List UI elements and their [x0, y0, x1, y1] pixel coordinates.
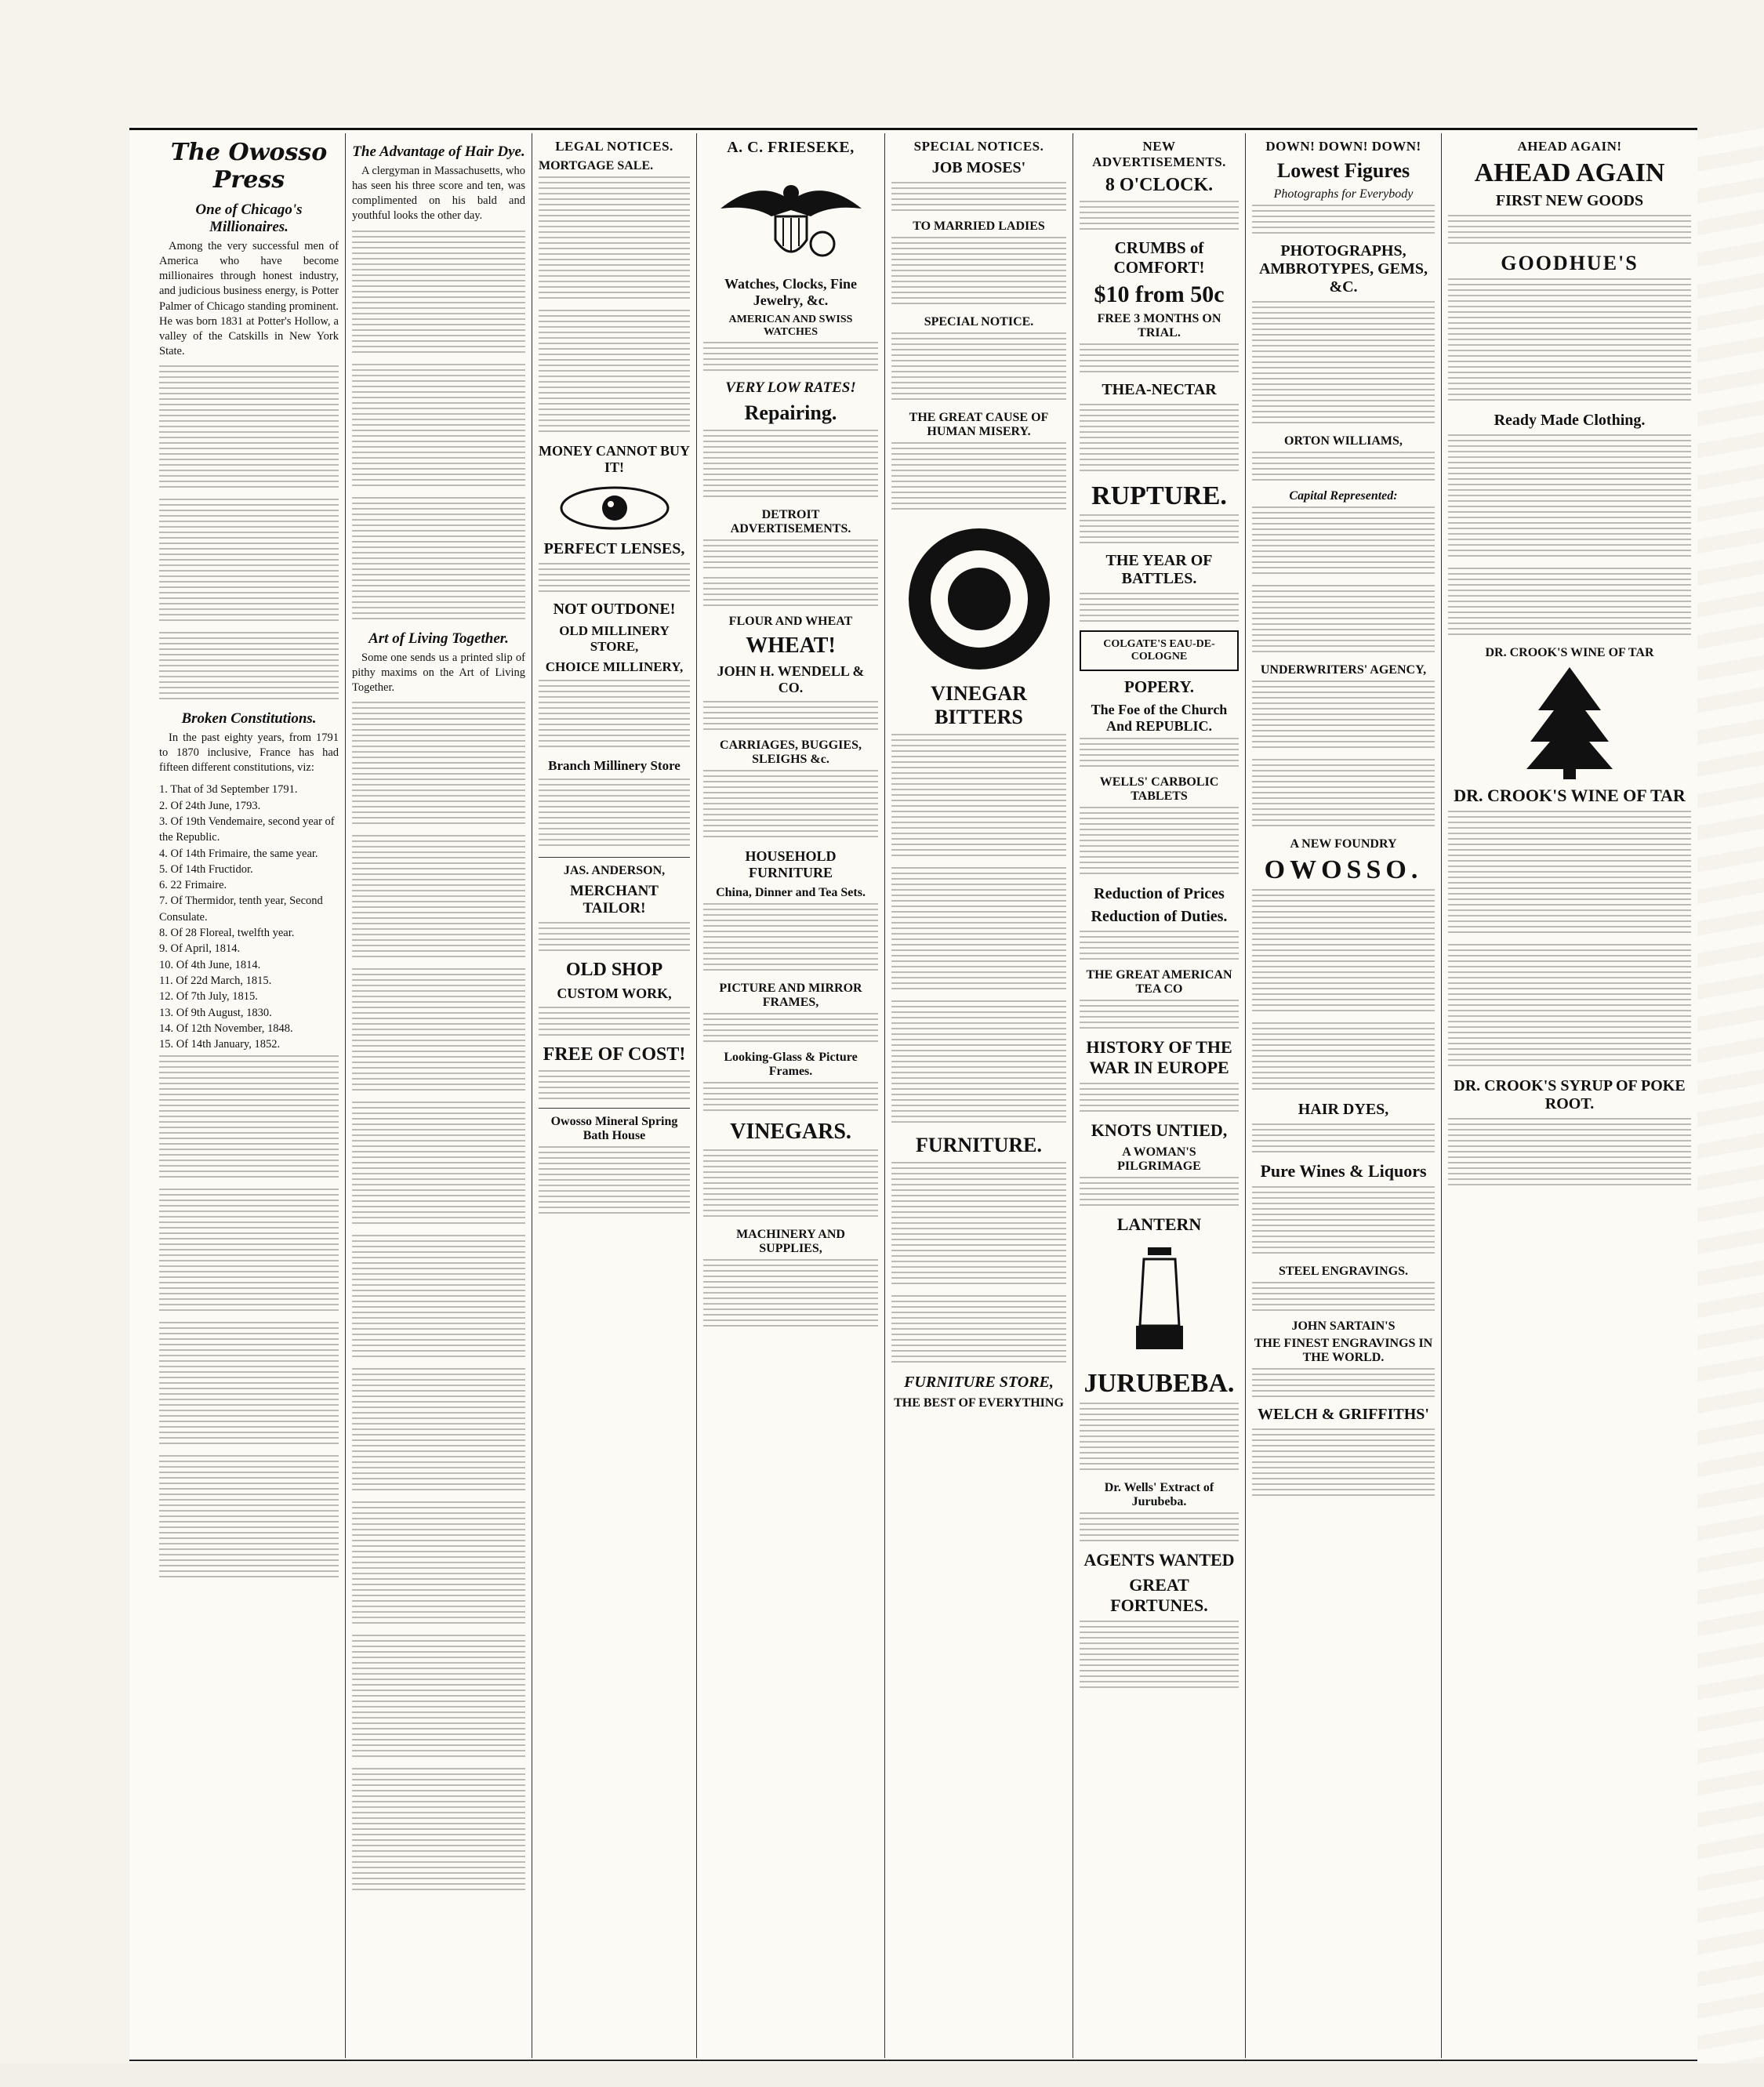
text-block: [1252, 1282, 1435, 1312]
text-block: [703, 770, 878, 840]
text-block: [159, 365, 339, 491]
text-block: [352, 497, 525, 622]
list-item: 5. Of 14th Fructidor.: [159, 862, 253, 876]
lantern-icon: [1128, 1239, 1191, 1365]
text-block: [1448, 215, 1691, 245]
ad-heading: NOT OUTDONE!: [553, 601, 676, 618]
text-block: [891, 867, 1066, 993]
ad-heading: JOHN H. WENDELL & CO.: [717, 663, 865, 695]
ad-heading: Reduction of Duties.: [1091, 908, 1228, 926]
ad-heading: AHEAD AGAIN: [1474, 158, 1665, 187]
text-block: [891, 182, 1066, 212]
ad-heading: Owosso Mineral Spring Bath House: [550, 1115, 678, 1142]
text-block: [352, 1368, 525, 1494]
ad-heading: 8 O'CLOCK.: [1105, 175, 1214, 195]
column-4: [697, 137, 884, 2050]
ad-heading: UNDERWRITERS' AGENCY,: [1260, 663, 1427, 677]
headline: Art of Living Together.: [368, 630, 509, 647]
ad-heading: LANTERN: [1116, 1214, 1202, 1235]
text-block: [1080, 404, 1239, 474]
page-margin: [0, 2063, 1764, 2087]
text-block: [891, 237, 1066, 307]
divider: [539, 1108, 690, 1109]
list-item: 7. Of Thermidor, tenth year, Second Consulate.: [159, 895, 323, 924]
list-item: 10. Of 4th June, 1814.: [159, 958, 261, 971]
ad-heading: Pure Wines & Liquors: [1260, 1160, 1427, 1181]
ad-heading: STEEL ENGRAVINGS.: [1278, 1264, 1409, 1278]
ad-heading: COLGATE'S EAU-DE-COLOGNE: [1080, 630, 1239, 671]
text-block: [1080, 343, 1239, 373]
ad-heading: FREE 3 MONTHS ON TRIAL.: [1097, 311, 1221, 339]
ad-heading: FLOUR AND WHEAT: [728, 615, 853, 628]
text-block: [352, 1768, 525, 1893]
ad-heading: VINEGAR BITTERS: [931, 682, 1027, 728]
text-block: [1080, 1621, 1239, 1691]
text-block: [1080, 1000, 1239, 1029]
ad-heading: MACHINERY AND SUPPLIES,: [736, 1228, 845, 1255]
column-8: [1442, 137, 1697, 2050]
list-item: 4. Of 14th Frimaire, the same year.: [159, 847, 318, 860]
ad-heading: JURUBEBA.: [1083, 1369, 1235, 1399]
text-block: [1252, 759, 1435, 829]
ad-heading: CRUMBS of COMFORT!: [1113, 238, 1205, 277]
text-block: [891, 1162, 1066, 1287]
ad-heading: A WOMAN'S PILGRIMAGE: [1117, 1145, 1201, 1174]
text-block: [891, 734, 1066, 859]
top-rule: [129, 128, 1697, 130]
text-block: [159, 1189, 339, 1314]
text-block: [1448, 434, 1691, 560]
text-block: [1252, 1428, 1435, 1499]
text-block: [352, 968, 525, 1094]
text-block: [1080, 807, 1239, 877]
list-item: 12. Of 7th July, 1815.: [159, 990, 258, 1004]
ad-heading: Dr. Wells' Extract of Jurubeba.: [1104, 1480, 1214, 1508]
text-block: [352, 1102, 525, 1227]
text-block: [159, 632, 339, 702]
list-item: 13. Of 9th August, 1830.: [159, 1006, 272, 1019]
text-block: [1252, 889, 1435, 1014]
text-block: [352, 702, 525, 827]
text-block: [703, 1259, 878, 1330]
ad-heading: THEA-NECTAR: [1102, 380, 1217, 398]
text-block: [539, 779, 690, 849]
text-block: [1252, 681, 1435, 751]
text-block: [159, 1455, 339, 1581]
column-5: [885, 137, 1073, 2050]
ad-heading: CARRIAGES, BUGGIES, SLEIGHS &c.: [720, 739, 862, 766]
text-block: [1080, 931, 1239, 960]
list-item: 8. Of 28 Floreal, twelfth year.: [159, 927, 295, 940]
text-block: [1080, 514, 1239, 544]
ad-heading: Reduction of Prices: [1094, 885, 1225, 903]
text-block: [1448, 278, 1691, 404]
ad-heading: OLD SHOP: [565, 960, 663, 980]
text-block: [703, 1149, 878, 1220]
column-7: [1246, 137, 1441, 2050]
article-body: A clergyman in Massachusetts, who has seen his three score and ten, was complimented on his bald and youthful looks the other day.: [352, 165, 525, 223]
text-block: [352, 1635, 525, 1760]
ad-heading: A. C. FRIESEKE,: [727, 139, 855, 156]
ad-heading: JAS. ANDERSON,: [563, 864, 666, 877]
ad-heading: Looking-Glass & Picture Frames.: [724, 1051, 858, 1078]
text-block: [703, 342, 878, 372]
text-block: [1080, 1403, 1239, 1473]
ad-heading: FURNITURE STORE,: [904, 1374, 1054, 1391]
ad-heading: Lowest Figures: [1276, 159, 1410, 182]
ad-heading: Watches, Clocks, Fine Jewelry, &c.: [724, 276, 857, 308]
ad-heading: VERY LOW RATES!: [725, 379, 856, 396]
ad-heading: China, Dinner and Tea Sets.: [716, 886, 866, 899]
list-item: 6. 22 Frimaire.: [159, 879, 227, 892]
section-heading: LEGAL NOTICES.: [555, 139, 673, 154]
ad-heading: THE BEST OF EVERYTHING: [894, 1396, 1064, 1410]
ad-heading: PICTURE AND MIRROR FRAMES,: [719, 982, 862, 1009]
ad-heading: WELLS' CARBOLIC TABLETS: [1099, 775, 1219, 804]
ad-heading: VINEGARS.: [730, 1120, 851, 1144]
list-item: 3. Of 19th Vendemaire, second year of the Republic.: [159, 815, 335, 844]
text-block: [352, 364, 525, 489]
text-block: [1080, 1177, 1239, 1207]
ad-heading: THE FINEST ENGRAVINGS IN THE WORLD.: [1254, 1336, 1433, 1364]
ad-heading: A NEW FOUNDRY: [1290, 837, 1397, 851]
article-body: Among the very successful men of America who have become millionaires through honest industry, and judicious business energy, is Potter Palmer of Chicago standing prominent. He was born 1831 at Potter's Hollow, a valley of the Catskills in New York State.: [159, 240, 339, 358]
ad-heading: MORTGAGE SALE.: [539, 159, 654, 172]
ad-heading: FIRST NEW GOODS: [1495, 191, 1644, 209]
ad-heading: HAIR DYES,: [1298, 1100, 1389, 1118]
text-block: [1448, 944, 1691, 1069]
text-block: [352, 1235, 525, 1360]
eye-icon: [556, 481, 673, 535]
article-body: In the past eighty years, from 1791 to 1870 inclusive, France has had fifteen different constitutions, viz:: [159, 731, 339, 775]
text-block: [539, 563, 690, 593]
text-block: [891, 1000, 1066, 1126]
ad-heading: TO MARRIED LADIES: [913, 220, 1045, 233]
ad-heading: AGENTS WANTED: [1083, 1549, 1235, 1570]
text-block: [891, 332, 1066, 403]
eagle-shield-icon: [713, 162, 869, 271]
text-block: [352, 1501, 525, 1627]
divider: [539, 857, 690, 858]
ad-heading: JOB MOSES': [931, 159, 1026, 176]
text-block: [1080, 738, 1239, 768]
ad-heading: MERCHANT TAILOR!: [570, 883, 659, 916]
text-block: [1252, 506, 1435, 577]
text-block: [703, 903, 878, 974]
list-item: 11. Of 22d March, 1815.: [159, 974, 272, 987]
text-block: [539, 1007, 690, 1036]
ad-heading: SPECIAL NOTICE.: [924, 315, 1034, 328]
vinegar-bitters-emblem: [901, 521, 1058, 677]
ad-heading: AMERICAN AND SWISS WATCHES: [728, 314, 853, 338]
ad-heading: HISTORY OF THE WAR IN EUROPE: [1086, 1037, 1232, 1078]
ad-heading: Branch Millinery Store: [548, 758, 681, 773]
text-block: [891, 442, 1066, 513]
ad-heading: FREE OF COST!: [543, 1044, 686, 1065]
text-block: [703, 539, 878, 569]
ad-heading: FURNITURE.: [915, 1134, 1043, 1156]
ad-heading: CHOICE MILLINERY,: [545, 659, 684, 674]
text-block: [703, 577, 878, 607]
ad-heading: WHEAT!: [746, 633, 836, 658]
ad-heading: CUSTOM WORK,: [557, 985, 672, 1001]
text-block: [1448, 1118, 1691, 1189]
ad-heading: KNOTS UNTIED,: [1091, 1120, 1228, 1141]
ad-heading: GOODHUE'S: [1501, 251, 1639, 274]
list-item: 2. Of 24th June, 1793.: [159, 799, 261, 812]
text-block: [539, 680, 690, 750]
constitution-list: [159, 782, 339, 1052]
text-block: [539, 1146, 690, 1217]
ad-heading: Ready Made Clothing.: [1494, 411, 1646, 429]
text-block: [1252, 452, 1435, 481]
section-heading: NEW ADVERTISEMENTS.: [1092, 139, 1226, 169]
list-item: 1. That of 3d September 1791.: [159, 783, 298, 797]
text-block: [1252, 205, 1435, 234]
text-block: [159, 499, 339, 624]
text-block: [539, 310, 690, 435]
ad-heading: OLD MILLINERY STORE,: [559, 623, 670, 654]
ad-heading: WELCH & GRIFFITHS': [1258, 1405, 1429, 1423]
text-block: [703, 701, 878, 731]
text-block: [1448, 811, 1691, 936]
ad-heading: OWOSSO.: [1264, 855, 1423, 884]
section-heading: SPECIAL NOTICES.: [913, 139, 1044, 154]
text-block: [1252, 585, 1435, 655]
text-block: [539, 176, 690, 302]
section-heading: DOWN! DOWN! DOWN!: [1265, 139, 1421, 154]
text-block: [1252, 1123, 1435, 1153]
ad-heading: MONEY CANNOT BUY IT!: [539, 443, 691, 475]
section-heading: AHEAD AGAIN!: [1517, 139, 1622, 154]
pine-tree-icon: [1523, 663, 1617, 781]
ad-heading: THE GREAT AMERICAN TEA CO: [1086, 968, 1232, 996]
text-block: [352, 835, 525, 960]
ad-heading: Photographs for Everybody: [1273, 187, 1414, 201]
text-block: [1080, 1083, 1239, 1112]
text-block: [1252, 1022, 1435, 1093]
text-block: [352, 230, 525, 356]
text-block: [1252, 1186, 1435, 1257]
ad-heading: HOUSEHOLD FURNITURE: [745, 848, 837, 880]
masthead: The Owosso Press: [170, 139, 328, 194]
text-block: [1080, 593, 1239, 622]
ad-heading: $10 from 50c: [1094, 281, 1225, 307]
text-block: [159, 1322, 339, 1447]
ad-heading: THE YEAR OF BATTLES.: [1105, 552, 1213, 588]
headline: The Advantage of Hair Dye.: [352, 143, 525, 160]
ad-heading: JOHN SARTAIN'S: [1291, 1319, 1396, 1333]
list-item: 9. Of April, 1814.: [159, 942, 241, 956]
ad-heading: Repairing.: [744, 401, 837, 424]
torn-right-edge: [1697, 125, 1764, 2070]
headline: One of Chicago's Millionaires.: [195, 201, 303, 235]
ad-heading: POPERY.: [1124, 677, 1194, 697]
ad-heading: GREAT FORTUNES.: [1110, 1574, 1208, 1615]
text-block: [159, 1055, 339, 1181]
text-block: [1080, 1512, 1239, 1542]
text-block: [539, 1070, 690, 1100]
headline: Broken Constitutions.: [181, 710, 317, 727]
text-block: [703, 430, 878, 500]
text-block: [1252, 1368, 1435, 1398]
ad-heading: PERFECT LENSES,: [543, 540, 685, 557]
ad-heading: The Foe of the Church And REPUBLIC.: [1091, 702, 1228, 735]
bottom-rule: [129, 2060, 1697, 2061]
article-body: Some one sends us a printed slip of pithy maxims on the Art of Living Together.: [352, 651, 525, 694]
text-block: [1080, 201, 1239, 230]
column-6: [1073, 137, 1245, 2050]
ad-heading: RUPTURE.: [1091, 481, 1227, 510]
text-block: [1448, 568, 1691, 638]
list-item: 14. Of 12th November, 1848.: [159, 1022, 293, 1035]
ad-heading: THE GREAT CAUSE OF HUMAN MISERY.: [909, 411, 1049, 438]
ad-heading: DR. CROOK'S WINE OF TAR: [1485, 645, 1654, 659]
list-item: 15. Of 14th January, 1852.: [159, 1038, 281, 1051]
column-2: [346, 137, 532, 2050]
text-block: [703, 1013, 878, 1043]
ad-heading: DR. CROOK'S WINE OF TAR: [1454, 785, 1686, 805]
column-1: [153, 137, 345, 2050]
text-block: [1252, 301, 1435, 426]
ad-heading: Capital Represented:: [1289, 489, 1398, 503]
text-block: [703, 1082, 878, 1112]
ad-heading: DR. CROOK'S SYRUP OF POKE ROOT.: [1454, 1076, 1686, 1112]
text-block: [891, 1295, 1066, 1366]
ad-heading: ORTON WILLIAMS,: [1284, 434, 1403, 448]
text-block: [539, 922, 690, 952]
ad-heading: DETROIT ADVERTISEMENTS.: [730, 508, 851, 535]
column-3: [532, 137, 696, 2050]
ad-heading: PHOTOGRAPHS, AMBROTYPES, GEMS, &C.: [1258, 242, 1428, 296]
